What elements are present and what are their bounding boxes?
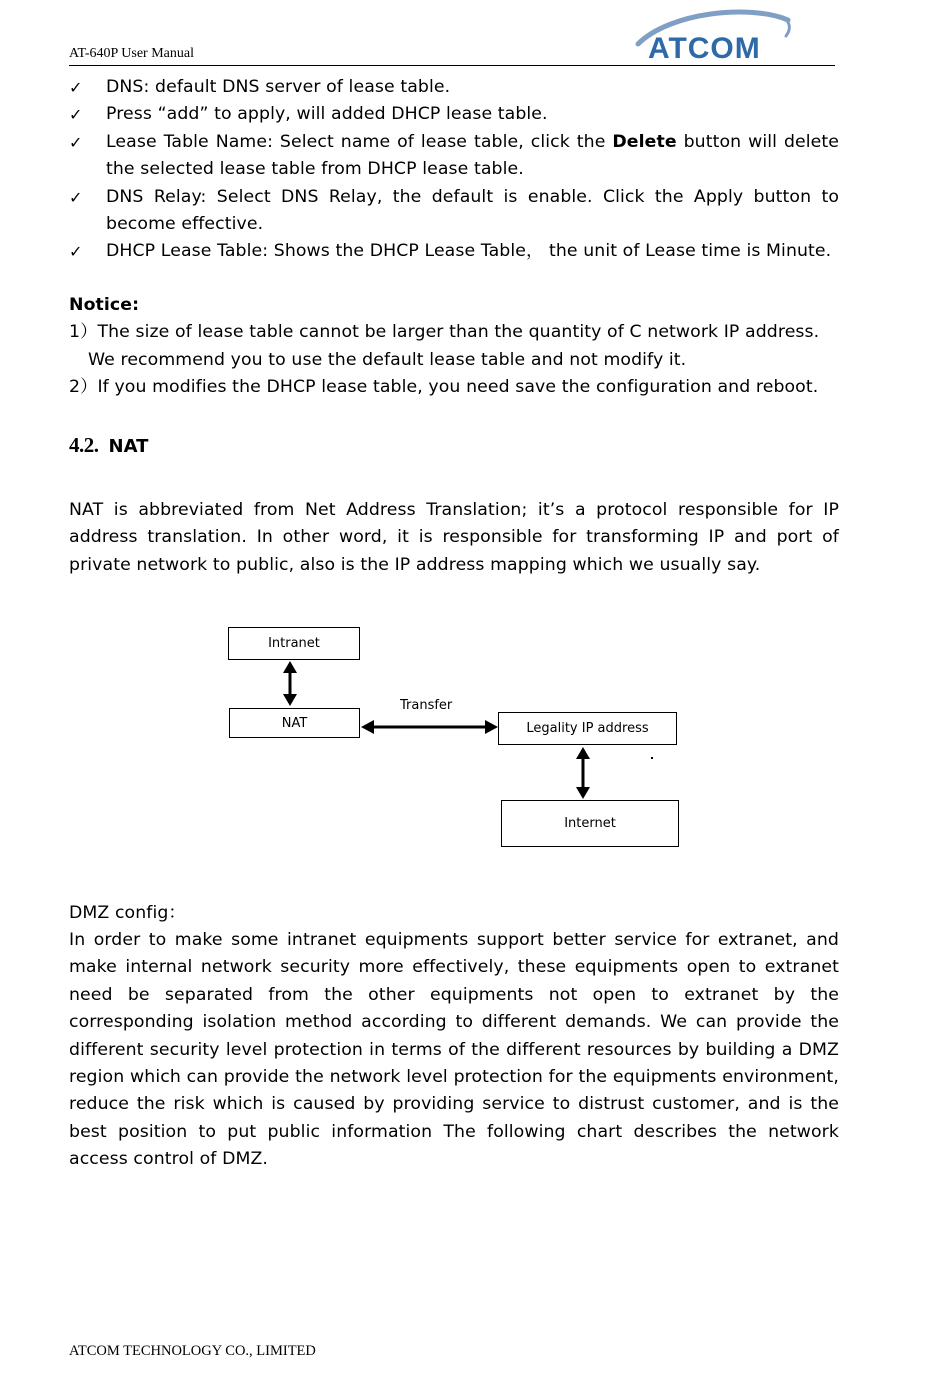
diagram-legality-box: Legality IP address [498, 712, 677, 745]
bullet-text: DNS Relay: Select DNS Relay, the default is enable. Click the Apply button to become effective. [106, 186, 839, 235]
bullet-item [69, 238, 839, 265]
check-icon: ✓ [69, 78, 83, 97]
notice-title: Notice: [69, 295, 140, 315]
manual-title: AT-640P User Manual [69, 46, 194, 61]
notice-block [69, 292, 839, 402]
bullet-item [69, 74, 839, 101]
footer-company: ATCOM TECHNOLOGY CO., LIMITED [69, 1343, 316, 1359]
bullet-item [69, 101, 839, 128]
bullet-text: DNS: default DNS server of lease table. [106, 77, 451, 97]
check-icon: ✓ [69, 187, 83, 207]
bullet-text: Lease Table Name: Select name of lease table, click the [106, 131, 613, 152]
bullet-item [69, 129, 839, 184]
arrow-legality-internet [576, 747, 590, 799]
bullet-text: Press “add” to apply, will added DHCP lease table. [106, 104, 548, 125]
bullet-list [69, 74, 839, 266]
atcom-logo [630, 6, 800, 64]
diagram-dot [651, 757, 653, 759]
notice-line-1: 1）The size of lease table cannot be larger than the quantity of C network IP address. [69, 322, 820, 343]
bullet-text: button will delete the selected lease table from DHCP lease table. [106, 131, 839, 180]
nat-paragraph-text: NAT is abbreviated from Net Address Translation; it’s a protocol responsible for IP address translation. In other word, it is responsible for transforming IP and port of private network to public, also is the IP address mapping which we usually say. [69, 500, 839, 575]
dmz-paragraph-text: In order to make some intranet equipments support better service for extranet, and make internal network security more effectively, these equipments open to extranet need be separated from the other equipments not open to extranet by the corresponding isolation method according to different demands. We can provide the different security level protection in terms of the different resources by building a DMZ region which can provide the network level protection for the equipments environment, reduce the risk which is caused by providing service to distrust customer, and is the best position to put public information The following chart describes the network access control of DMZ. [69, 930, 839, 1170]
diagram-transfer-label: Transfer [400, 698, 453, 713]
dmz-paragraph [69, 927, 839, 1174]
diagram-nat-box: NAT [229, 708, 360, 738]
arrow-intranet-nat [283, 661, 297, 706]
header-rule [69, 65, 835, 66]
nat-paragraph [69, 497, 839, 579]
notice-line-2: 2）If you modifies the DHCP lease table, you need save the configuration and reboot. [69, 377, 819, 398]
svg-text:ATCOM: ATCOM [648, 32, 761, 64]
notice-line-1b: We recommend you to use the default lease table and not modify it. [88, 349, 687, 370]
bullet-bold-text: Delete [612, 131, 677, 152]
diagram-internet-box: Internet [501, 800, 679, 847]
check-icon: ✓ [69, 132, 83, 152]
dmz-title: DMZ config： [69, 903, 186, 923]
section-title: NAT [108, 436, 149, 457]
bullet-item [69, 184, 839, 239]
bullet-text: DHCP Lease Table: Shows the DHCP Lease Table， the unit of Lease time is Minute. [106, 241, 832, 262]
check-icon: ✓ [69, 242, 83, 262]
arrow-nat-legality [361, 720, 498, 734]
section-heading [69, 433, 148, 458]
section-number: 4.2. [69, 433, 99, 457]
diagram-intranet-box: Intranet [228, 627, 360, 660]
check-icon: ✓ [69, 105, 83, 125]
